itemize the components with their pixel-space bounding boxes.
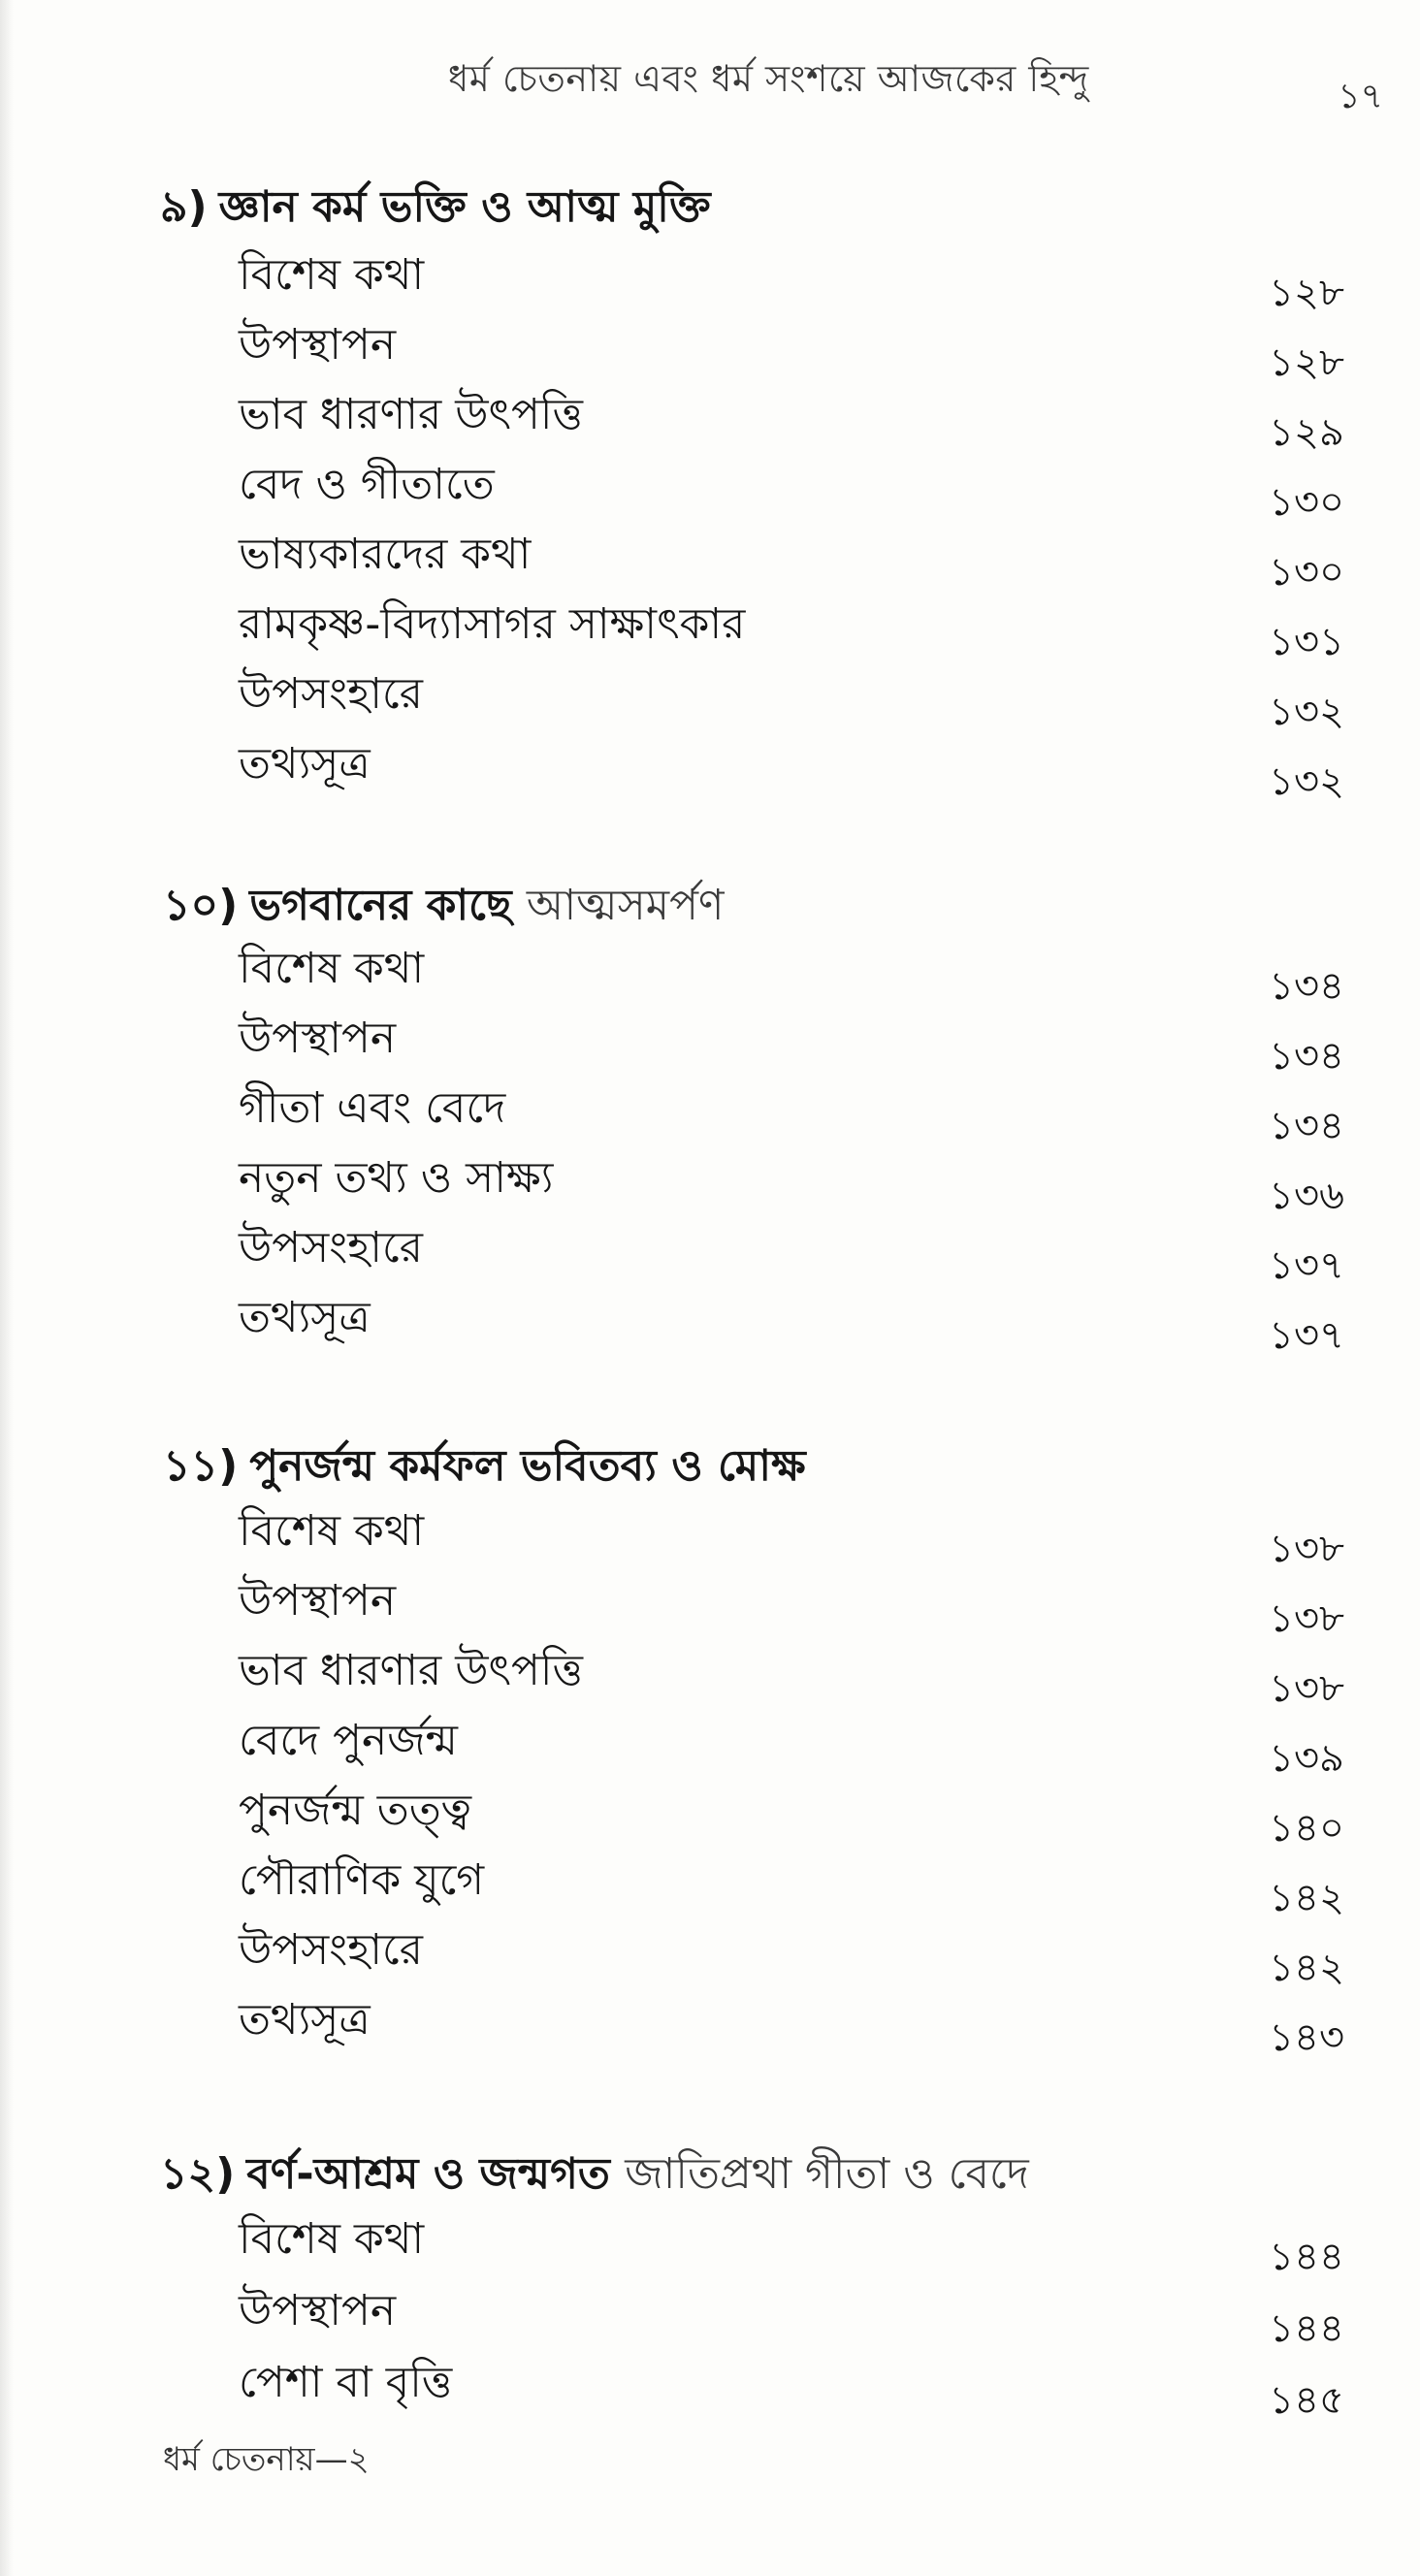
toc-entry	[239, 1917, 1344, 1990]
toc-entry	[239, 2350, 1344, 2423]
toc-entry-label: উপসংহারে	[239, 1223, 423, 1272]
toc-entry-page: ১৪০	[1269, 1806, 1344, 1851]
section-title	[160, 175, 711, 245]
toc-entry-page: ১৪৫	[1269, 2378, 1344, 2423]
toc-entry-page: ১৪২	[1269, 1876, 1344, 1920]
toc-entry-page: ১৩৬	[1269, 1174, 1344, 1218]
toc-entry-label: উপস্থাপন	[239, 1576, 397, 1626]
toc-entry	[239, 1006, 1344, 1079]
toc-entry	[239, 2278, 1344, 2351]
toc-entry-page: ১৩১	[1269, 620, 1344, 664]
toc-entry	[239, 2206, 1344, 2279]
toc-entry-label: পেশা বা বৃত্তি	[239, 2358, 453, 2407]
toc-entry	[239, 312, 1344, 385]
toc-entry	[239, 1568, 1344, 1641]
toc-entry-page: ১৪৩	[1269, 2015, 1344, 2060]
toc-entry-page: ১৩০	[1269, 480, 1344, 525]
toc-entry	[239, 382, 1344, 455]
toc-entry-page: ১৩২	[1269, 690, 1344, 734]
toc-entry-page: ১৪২	[1269, 1946, 1344, 1990]
toc-entry-page: ১৩৪	[1269, 964, 1344, 1009]
toc-entry-label: ভাব ধারণার উৎপত্তি	[239, 1646, 583, 1695]
section-number: ৯)	[160, 182, 208, 232]
toc-entry-label: গীতা এবং বেদে	[239, 1083, 506, 1133]
section-title-continued: জাতিপ্রথা গীতা ও বেদে	[625, 2149, 1029, 2199]
toc-entry-page: ১২৯	[1269, 410, 1344, 455]
section-title-text: বর্ণ-আশ্রম ও জন্মগত	[246, 2149, 610, 2199]
toc-entry	[239, 1076, 1344, 1148]
section-title-text: ভগবানের কাছে	[249, 881, 512, 930]
toc-entry	[239, 936, 1344, 1009]
toc-entry-label: বিশেষ কথা	[239, 2214, 425, 2264]
toc-entry	[239, 452, 1344, 525]
toc-entry	[239, 661, 1344, 734]
toc-entry-page: ১৩৮	[1269, 1527, 1344, 1571]
toc-entry	[239, 1778, 1344, 1851]
toc-entry-page: ১৩৮	[1269, 1596, 1344, 1641]
section-title-continued: আত্মসমর্পণ	[526, 881, 725, 930]
section-title	[163, 1433, 806, 1504]
running-title: ধর্ম চেতনায় এবং ধর্ম সংশয়ে আজকের হিন্দু	[448, 57, 1089, 100]
footer-signature: ধর্ম চেতনায়—২	[163, 2440, 370, 2479]
toc-entry	[239, 1145, 1344, 1218]
toc-entry-label: উপস্থাপন	[239, 1014, 397, 1063]
toc-entry-page: ১৩২	[1269, 759, 1344, 804]
toc-entry	[239, 1987, 1344, 2060]
section-title-text: পুনর্জন্ম কর্মফল ভবিতব্য ও মোক্ষ	[249, 1441, 806, 1491]
toc-entry-label: বেদ ও গীতাতে	[239, 460, 495, 509]
toc-entry-label: তথ্যসূত্র	[239, 1293, 371, 1342]
toc-entry-label: উপসংহারে	[239, 1925, 423, 1975]
toc-entry-label: পুনর্জন্ম তত্ত্ব	[239, 1786, 472, 1835]
toc-entry	[239, 1848, 1344, 1920]
toc-entry	[239, 592, 1344, 664]
toc-entry-page: ১২৮	[1269, 271, 1344, 315]
toc-entry-label: বিশেষ কথা	[239, 1506, 425, 1556]
toc-entry-label: বেদে পুনর্জন্ম	[239, 1716, 458, 1765]
toc-entry-label: উপস্থাপন	[239, 2286, 397, 2335]
toc-entry-label: ভাব ধারণার উৎপত্তি	[239, 390, 583, 439]
page-number: ১৭	[1338, 77, 1383, 116]
toc-entry-page: ১৩০	[1269, 550, 1344, 595]
toc-entry	[239, 522, 1344, 595]
toc-entry-page: ১৩৭	[1269, 1243, 1344, 1288]
toc-entry-label: নতুন তথ্য ও সাক্ষ্য	[239, 1153, 554, 1203]
toc-entry-label: রামকৃষ্ণ-বিদ্যাসাগর সাক্ষাৎকার	[239, 599, 746, 649]
page-edge-shadow	[0, 0, 14, 2576]
toc-entry-label: বিশেষ কথা	[239, 944, 425, 993]
toc-entry	[239, 1285, 1344, 1358]
toc-entry	[239, 1215, 1344, 1288]
toc-entry-page: ১৩৭	[1269, 1313, 1344, 1358]
toc-entry	[239, 1708, 1344, 1781]
section-number: ১২)	[160, 2149, 236, 2199]
toc-entry-label: তথ্যসূত্র	[239, 739, 371, 789]
toc-entry-label: উপসংহারে	[239, 669, 423, 719]
toc-entry-page: ১৩৪	[1269, 1034, 1344, 1079]
toc-entry-page: ১৪৪	[1269, 2235, 1344, 2279]
toc-entry	[239, 731, 1344, 804]
toc-entry-page: ১৩৪	[1269, 1104, 1344, 1148]
toc-entry-page: ১৩৮	[1269, 1666, 1344, 1711]
section-title	[163, 873, 725, 944]
toc-entry	[239, 1638, 1344, 1711]
section-title	[160, 2141, 1029, 2212]
section-number: ১০)	[163, 881, 239, 930]
section-number: ১১)	[163, 1441, 239, 1491]
toc-entry-label: পৌরাণিক যুগে	[239, 1855, 485, 1905]
toc-entry	[239, 1498, 1344, 1571]
toc-entry	[239, 242, 1344, 315]
toc-entry-label: ভাষ্যকারদের কথা	[239, 530, 532, 579]
toc-entry-page: ১৪৪	[1269, 2306, 1344, 2351]
toc-entry-page: ১২৮	[1269, 340, 1344, 385]
toc-entry-page: ১৩৯	[1269, 1736, 1344, 1781]
toc-entry-label: বিশেষ কথা	[239, 250, 425, 300]
section-title-text: জ্ঞান কর্ম ভক্তি ও আত্ম মুক্তি	[218, 182, 711, 232]
toc-entry-label: উপস্থাপন	[239, 320, 397, 370]
toc-entry-label: তথ্যসূত্র	[239, 1995, 371, 2045]
